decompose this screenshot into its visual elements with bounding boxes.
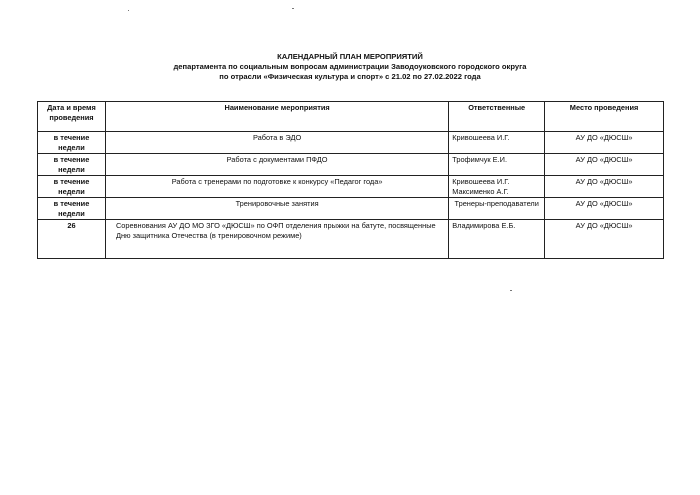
scan-speck <box>510 290 512 291</box>
cell-event: Работа с документами ПФДО <box>105 154 448 176</box>
cell-event: Соревнования АУ ДО МО ЗГО «ДЮСШ» по ОФП отделения прыжки на батуте, посвященные Дню защитника Отечества (в тренировочном режиме) <box>105 220 448 259</box>
cell-date: 26 <box>38 220 106 259</box>
cell-place: АУ ДО «ДЮСШ» <box>545 220 664 259</box>
cell-event: Работа в ЭДО <box>105 132 448 154</box>
table-row <box>38 220 664 259</box>
events-table <box>37 101 664 259</box>
cell-event: Тренировочные занятия <box>105 198 448 220</box>
scan-speck <box>128 10 129 11</box>
cell-responsible: Кривошеева И.Г. Максименко А.Г. <box>449 176 545 198</box>
document-title: КАЛЕНДАРНЫЙ ПЛАН МЕРОПРИЯТИЙ <box>277 52 423 61</box>
cell-date: в течение недели <box>38 176 106 198</box>
col-header-date: Дата и время проведения <box>38 102 106 132</box>
table-row <box>38 154 664 176</box>
cell-date: в течение недели <box>38 154 106 176</box>
table-row <box>38 132 664 154</box>
cell-date: в течение недели <box>38 198 106 220</box>
cell-date: в течение недели <box>38 132 106 154</box>
document-period: по отрасли «Физическая культура и спорт» с 21.02 по 27.02.2022 года <box>219 72 481 81</box>
cell-responsible: Кривошеева И.Г. <box>449 132 545 154</box>
table-row <box>38 176 664 198</box>
cell-responsible: Владимирова Е.Б. <box>449 220 545 259</box>
col-header-event: Наименование мероприятия <box>105 102 448 132</box>
table-header-row <box>38 102 664 132</box>
cell-place: АУ ДО «ДЮСШ» <box>545 198 664 220</box>
col-header-place: Место проведения <box>545 102 664 132</box>
col-header-responsible: Ответственные <box>449 102 545 132</box>
cell-place: АУ ДО «ДЮСШ» <box>545 154 664 176</box>
cell-place: АУ ДО «ДЮСШ» <box>545 132 664 154</box>
cell-event: Работа с тренерами по подготовке к конкурсу «Педагог года» <box>105 176 448 198</box>
cell-place: АУ ДО «ДЮСШ» <box>545 176 664 198</box>
cell-responsible: Тренеры-преподаватели <box>449 198 545 220</box>
scan-speck <box>292 8 294 9</box>
table-row <box>38 198 664 220</box>
document-header <box>0 52 700 82</box>
document-subtitle: департамента по социальным вопросам администрации Заводоуковского городского округа <box>173 62 527 71</box>
cell-responsible: Трофимчук Е.И. <box>449 154 545 176</box>
